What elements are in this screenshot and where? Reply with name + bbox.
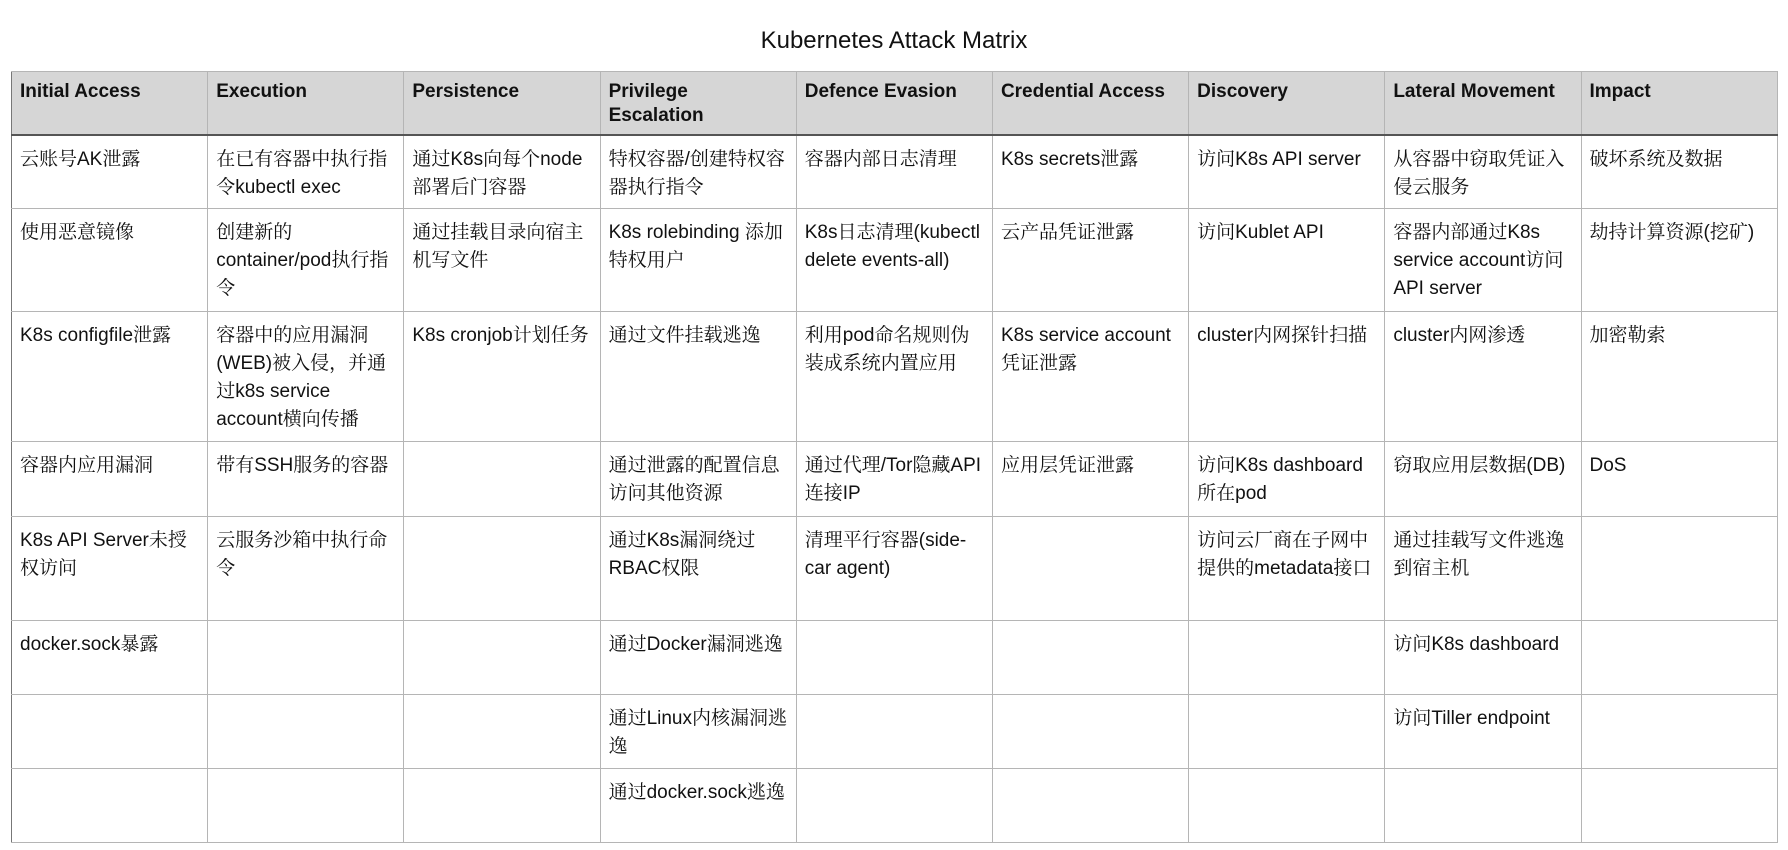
table-cell	[1581, 695, 1777, 769]
table-cell	[208, 621, 404, 695]
table-cell: 通过Docker漏洞逃逸	[600, 621, 796, 695]
table-cell: K8s API Server未授权访问	[12, 517, 208, 621]
table-cell: 特权容器/创建特权容器执行指令	[600, 135, 796, 209]
table-cell: 带有SSH服务的容器	[208, 442, 404, 517]
table-cell: 访问Kublet API	[1189, 209, 1385, 312]
table-cell: cluster内网探针扫描	[1189, 312, 1385, 442]
table-cell: 加密勒索	[1581, 312, 1777, 442]
table-row	[12, 209, 1778, 312]
table-cell: 通过挂载目录向宿主机写文件	[404, 209, 600, 312]
attack-matrix-table	[11, 71, 1778, 843]
header-row	[12, 72, 1778, 136]
table-cell: 访问K8s dashboard	[1385, 621, 1581, 695]
table-cell	[404, 695, 600, 769]
table-cell	[796, 769, 992, 843]
table-cell	[796, 621, 992, 695]
table-cell: 在已有容器中执行指令kubectl exec	[208, 135, 404, 209]
table-row	[12, 621, 1778, 695]
column-header: Impact	[1581, 72, 1777, 136]
table-cell: 从容器中窃取凭证入侵云服务	[1385, 135, 1581, 209]
table-cell	[992, 517, 1188, 621]
table-cell: 云服务沙箱中执行命令	[208, 517, 404, 621]
table-cell	[404, 442, 600, 517]
table-cell: 容器中的应用漏洞(WEB)被入侵，并通过k8s service account横向传播	[208, 312, 404, 442]
column-header: Defence Evasion	[796, 72, 992, 136]
table-cell: 通过泄露的配置信息访问其他资源	[600, 442, 796, 517]
table-cell: 访问K8s dashboard所在pod	[1189, 442, 1385, 517]
table-cell: 应用层凭证泄露	[992, 442, 1188, 517]
table-cell: 通过K8s漏洞绕过RBAC权限	[600, 517, 796, 621]
table-cell: 访问K8s API server	[1189, 135, 1385, 209]
column-header: Privilege Escalation	[600, 72, 796, 136]
table-cell: docker.sock暴露	[12, 621, 208, 695]
column-header: Discovery	[1189, 72, 1385, 136]
table-cell	[1581, 769, 1777, 843]
table-cell	[404, 621, 600, 695]
table-row	[12, 517, 1778, 621]
column-header: Execution	[208, 72, 404, 136]
table-cell: 通过K8s向每个node部署后门容器	[404, 135, 600, 209]
table-cell	[12, 769, 208, 843]
table-cell	[992, 769, 1188, 843]
table-row	[12, 135, 1778, 209]
table-cell	[796, 695, 992, 769]
table-cell	[208, 695, 404, 769]
table-cell: K8s configfile泄露	[12, 312, 208, 442]
table-cell: 通过文件挂载逃逸	[600, 312, 796, 442]
table-cell: K8s service account凭证泄露	[992, 312, 1188, 442]
table-cell: 通过代理/Tor隐藏API连接IP	[796, 442, 992, 517]
table-cell	[1581, 621, 1777, 695]
table-row	[12, 312, 1778, 442]
table-cell: 云账号AK泄露	[12, 135, 208, 209]
table-cell	[1581, 517, 1777, 621]
table-cell: 利用pod命名规则伪装成系统内置应用	[796, 312, 992, 442]
table-row	[12, 442, 1778, 517]
table-cell: K8s cronjob计划任务	[404, 312, 600, 442]
column-header: Persistence	[404, 72, 600, 136]
table-cell	[12, 695, 208, 769]
table-cell	[1385, 769, 1581, 843]
table-cell: 使用恶意镜像	[12, 209, 208, 312]
column-header: Lateral Movement	[1385, 72, 1581, 136]
table-cell: 破坏系统及数据	[1581, 135, 1777, 209]
table-row	[12, 695, 1778, 769]
table-cell: DoS	[1581, 442, 1777, 517]
table-cell	[1189, 695, 1385, 769]
page-title: Kubernetes Attack Matrix	[760, 27, 1028, 54]
table-cell: 容器内应用漏洞	[12, 442, 208, 517]
table-cell	[404, 517, 600, 621]
column-header: Initial Access	[12, 72, 208, 136]
table-row	[12, 769, 1778, 843]
table-cell: 创建新的container/pod执行指令	[208, 209, 404, 312]
table-cell: 通过挂载写文件逃逸到宿主机	[1385, 517, 1581, 621]
table-cell	[992, 621, 1188, 695]
table-cell: K8s secrets泄露	[992, 135, 1188, 209]
table-cell	[1189, 621, 1385, 695]
column-header: Credential Access	[992, 72, 1188, 136]
table-cell	[992, 695, 1188, 769]
table-cell: 容器内部通过K8s service account访问API server	[1385, 209, 1581, 312]
table-cell: cluster内网渗透	[1385, 312, 1581, 442]
table-cell	[208, 769, 404, 843]
table-cell	[404, 769, 600, 843]
table-cell: 通过Linux内核漏洞逃逸	[600, 695, 796, 769]
table-cell: 窃取应用层数据(DB)	[1385, 442, 1581, 517]
table-cell: 清理平行容器(side-car agent)	[796, 517, 992, 621]
table-cell: 访问Tiller endpoint	[1385, 695, 1581, 769]
table-cell: K8s rolebinding 添加特权用户	[600, 209, 796, 312]
table-cell: 容器内部日志清理	[796, 135, 992, 209]
table-cell: 劫持计算资源(挖矿)	[1581, 209, 1777, 312]
table-cell: 通过docker.sock逃逸	[600, 769, 796, 843]
table-cell: 访问云厂商在子网中提供的metadata接口	[1189, 517, 1385, 621]
table-cell: K8s日志清理(kubectl delete events-all)	[796, 209, 992, 312]
table-cell	[1189, 769, 1385, 843]
table-cell: 云产品凭证泄露	[992, 209, 1188, 312]
